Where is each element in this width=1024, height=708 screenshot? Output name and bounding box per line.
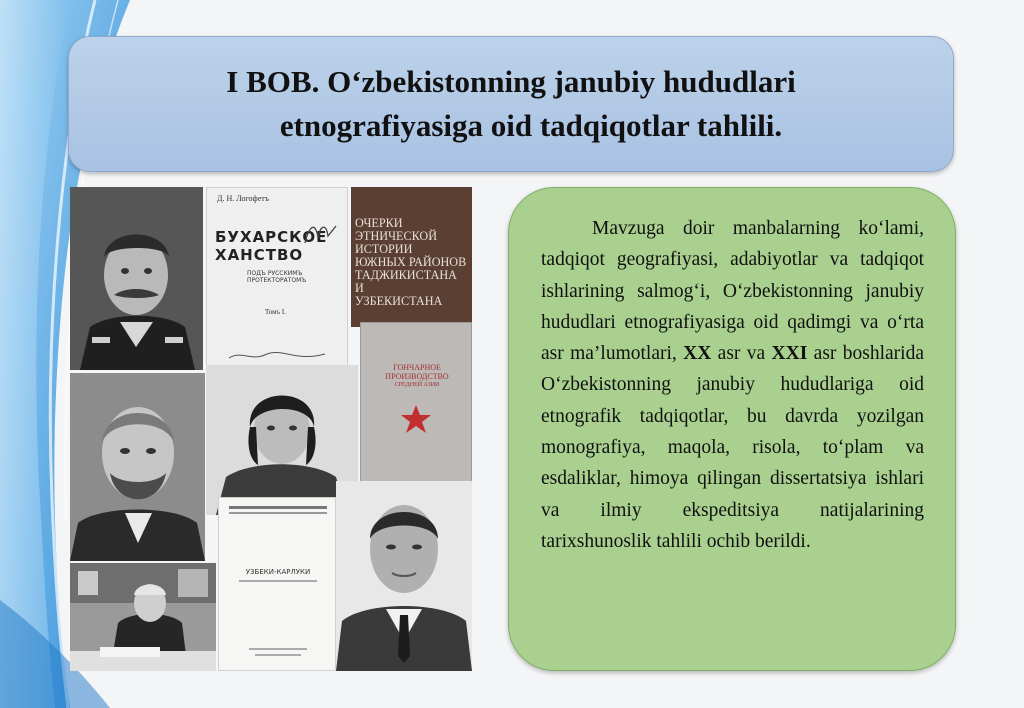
description-part-2: asr va: [711, 343, 772, 365]
handwritten-signature: [302, 218, 342, 248]
description-text: [541, 213, 924, 557]
book-goncharnoe-line-2: ПРОИЗВОДСТВО: [385, 372, 449, 381]
book-ocherki-line-1: ОЧЕРКИ: [355, 216, 403, 230]
book-cover-uzbeki-karluki: [218, 497, 336, 671]
photo-collage: [70, 187, 472, 671]
book-cover-ocherki: [351, 187, 472, 327]
slide-title-line-2: etnografiyasiga oid tadqiqotlar tahlili.: [279, 108, 783, 143]
photo-scholar-at-desk: [70, 563, 216, 671]
book-ocherki-line-2: ЭТНИЧЕСКОЙ: [355, 229, 438, 243]
book-ocherki-line-6: И: [355, 281, 364, 295]
book-ocherki-line-3: ИСТОРИИ: [355, 242, 413, 256]
title-banner: [68, 36, 954, 172]
book-volume: Томъ I.: [265, 308, 286, 316]
handwritten-inscription: [227, 348, 327, 364]
red-emblem-icon: [399, 403, 433, 435]
book-author: Д. Н. Логофетъ: [217, 194, 269, 203]
description-part-3: asr boshlarida O‘zbekistonning janubiy hududlariga oid etnografik tadqiqotlar, bu davrda yozilgan monografiya, maqola, risola, to‘plam va esdaliklar, himoya qilingan dissertatsiya ishlari va ilmiy ekspeditsiya natijalarining tarixshunoslik tahlili ochib berildi.: [541, 343, 924, 552]
book-goncharnoe-line-3: СРЕДНЕЙ АЗИИ: [394, 382, 440, 388]
portrait-logofet-photo: [70, 187, 203, 370]
book-cover-bukharskoe-khanstvo: [206, 187, 348, 370]
book-title-line-2: ХАНСТВО: [215, 246, 304, 264]
description-bold-xx: XX: [683, 343, 712, 365]
book-ocherki-line-7: УЗБЕКИСТАНА: [355, 294, 443, 308]
slide-title-line-1: I BOB. O‘zbekistonning janubiy hududlari: [226, 64, 796, 99]
description-part-1: Mavzuga doir manbalarning ko‘lami, tadqiqot geografiyasi, adabiyotlar va tadqiqot ishlarining salmog‘i, O‘zbekistonning janubiy hududlari etnografiyasiga oid qadimgi va o‘rta asr ma’lumotlari,: [541, 218, 924, 365]
book-subtitle: ПОДЪ РУССКИМЪ ПРОТЕКТОРАТОМЪ: [247, 270, 307, 284]
description-panel: [508, 187, 956, 671]
book-ocherki-line-5: ТАДЖИКИСТАНА: [355, 268, 457, 282]
book-uzbek-title: УЗБЕКИ-КАРЛУКИ: [245, 568, 311, 576]
book-ocherki-line-4: ЮЖНЫХ РАЙОНОВ: [355, 255, 467, 269]
book-title-line-1: БУХАРСКОЕ: [215, 228, 328, 246]
portrait-man-tie-photo: [336, 481, 472, 671]
book-cover-goncharnoe: [360, 322, 472, 482]
description-bold-xxi: XXI: [771, 343, 808, 365]
book-goncharnoe-line-1: ГОНЧАРНОЕ: [393, 363, 441, 372]
portrait-bearded-scholar-photo: [70, 373, 205, 561]
